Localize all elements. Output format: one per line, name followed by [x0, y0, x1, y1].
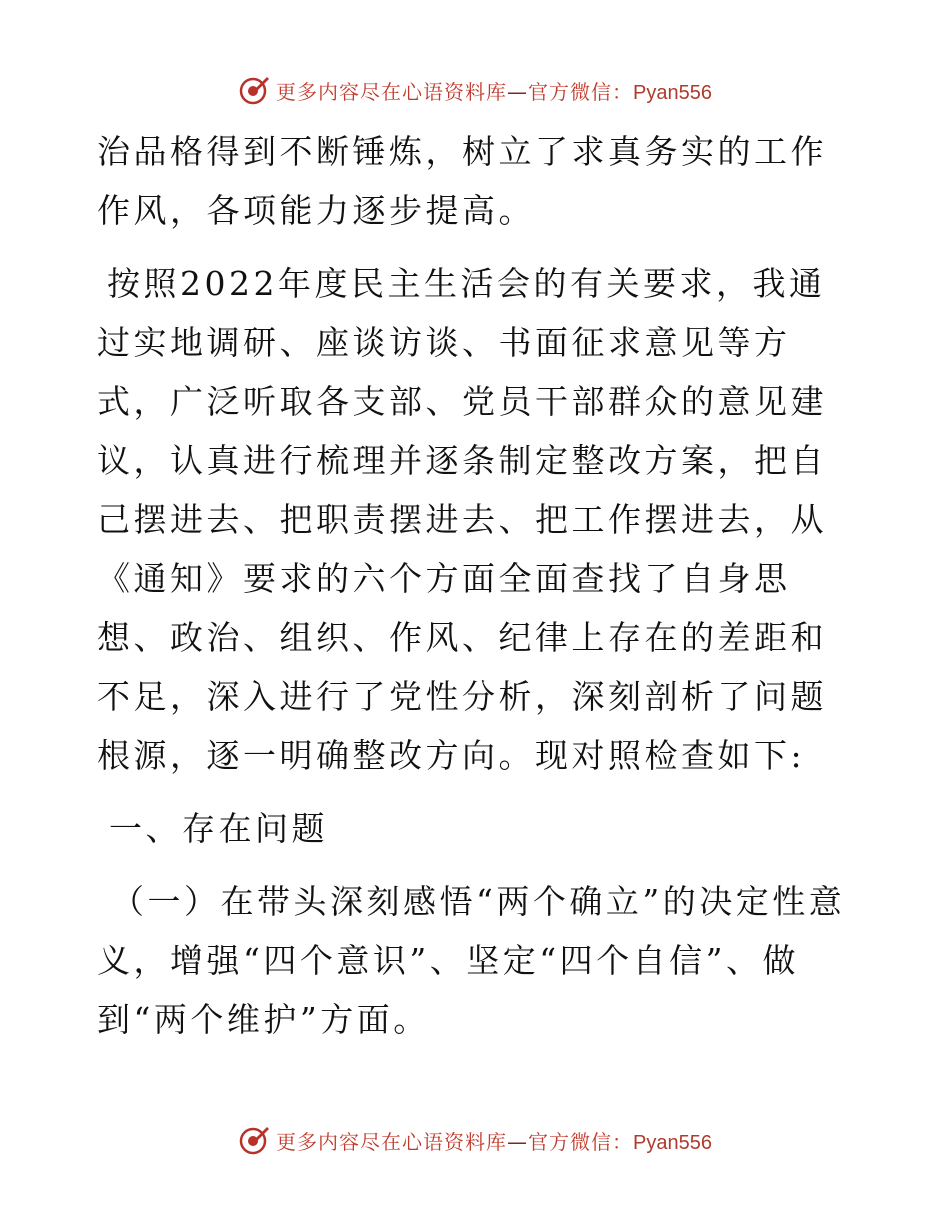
subsection-heading: （一）在带头深刻感悟“两个确立”的决定性意义，增强“四个意识”、坚定“四个自信”、做到“两个维护”方面。 — [97, 882, 846, 1039]
footer-banner-text: 更多内容尽在心语资料库—官方微信：Pyan556 — [276, 1129, 712, 1154]
paragraph-intro: 按照2022年度民主生活会的有关要求，我通过实地调研、座谈访谈、书面征求意见等方式，广泛听取各支部、党员干部群众的意见建议，认真进行梳理并逐条制定整改方案，把自己摆进去、把职责摆进去、把工作摆进去，从《通知》要求的六个方面全面查找了自身思想、政治、组织、作风、纪律上存在的差距和不足，深入进行了党性分析，深刻剖析了问题根源，逐一明确整改方向。现对照检查如下: — [97, 264, 827, 775]
brush-logo-icon — [238, 74, 270, 106]
header-watermark-banner — [0, 70, 950, 110]
document-body — [97, 122, 855, 1049]
paragraph-continuation: 治品格得到不断锤炼，树立了求真务实的工作作风，各项能力逐步提高。 — [97, 132, 827, 230]
header-banner-text: 更多内容尽在心语资料库—官方微信：Pyan556 — [276, 79, 712, 104]
section-heading: 一、存在问题 — [109, 809, 328, 848]
footer-watermark-banner — [0, 1120, 950, 1160]
brush-logo-icon — [238, 1124, 270, 1156]
